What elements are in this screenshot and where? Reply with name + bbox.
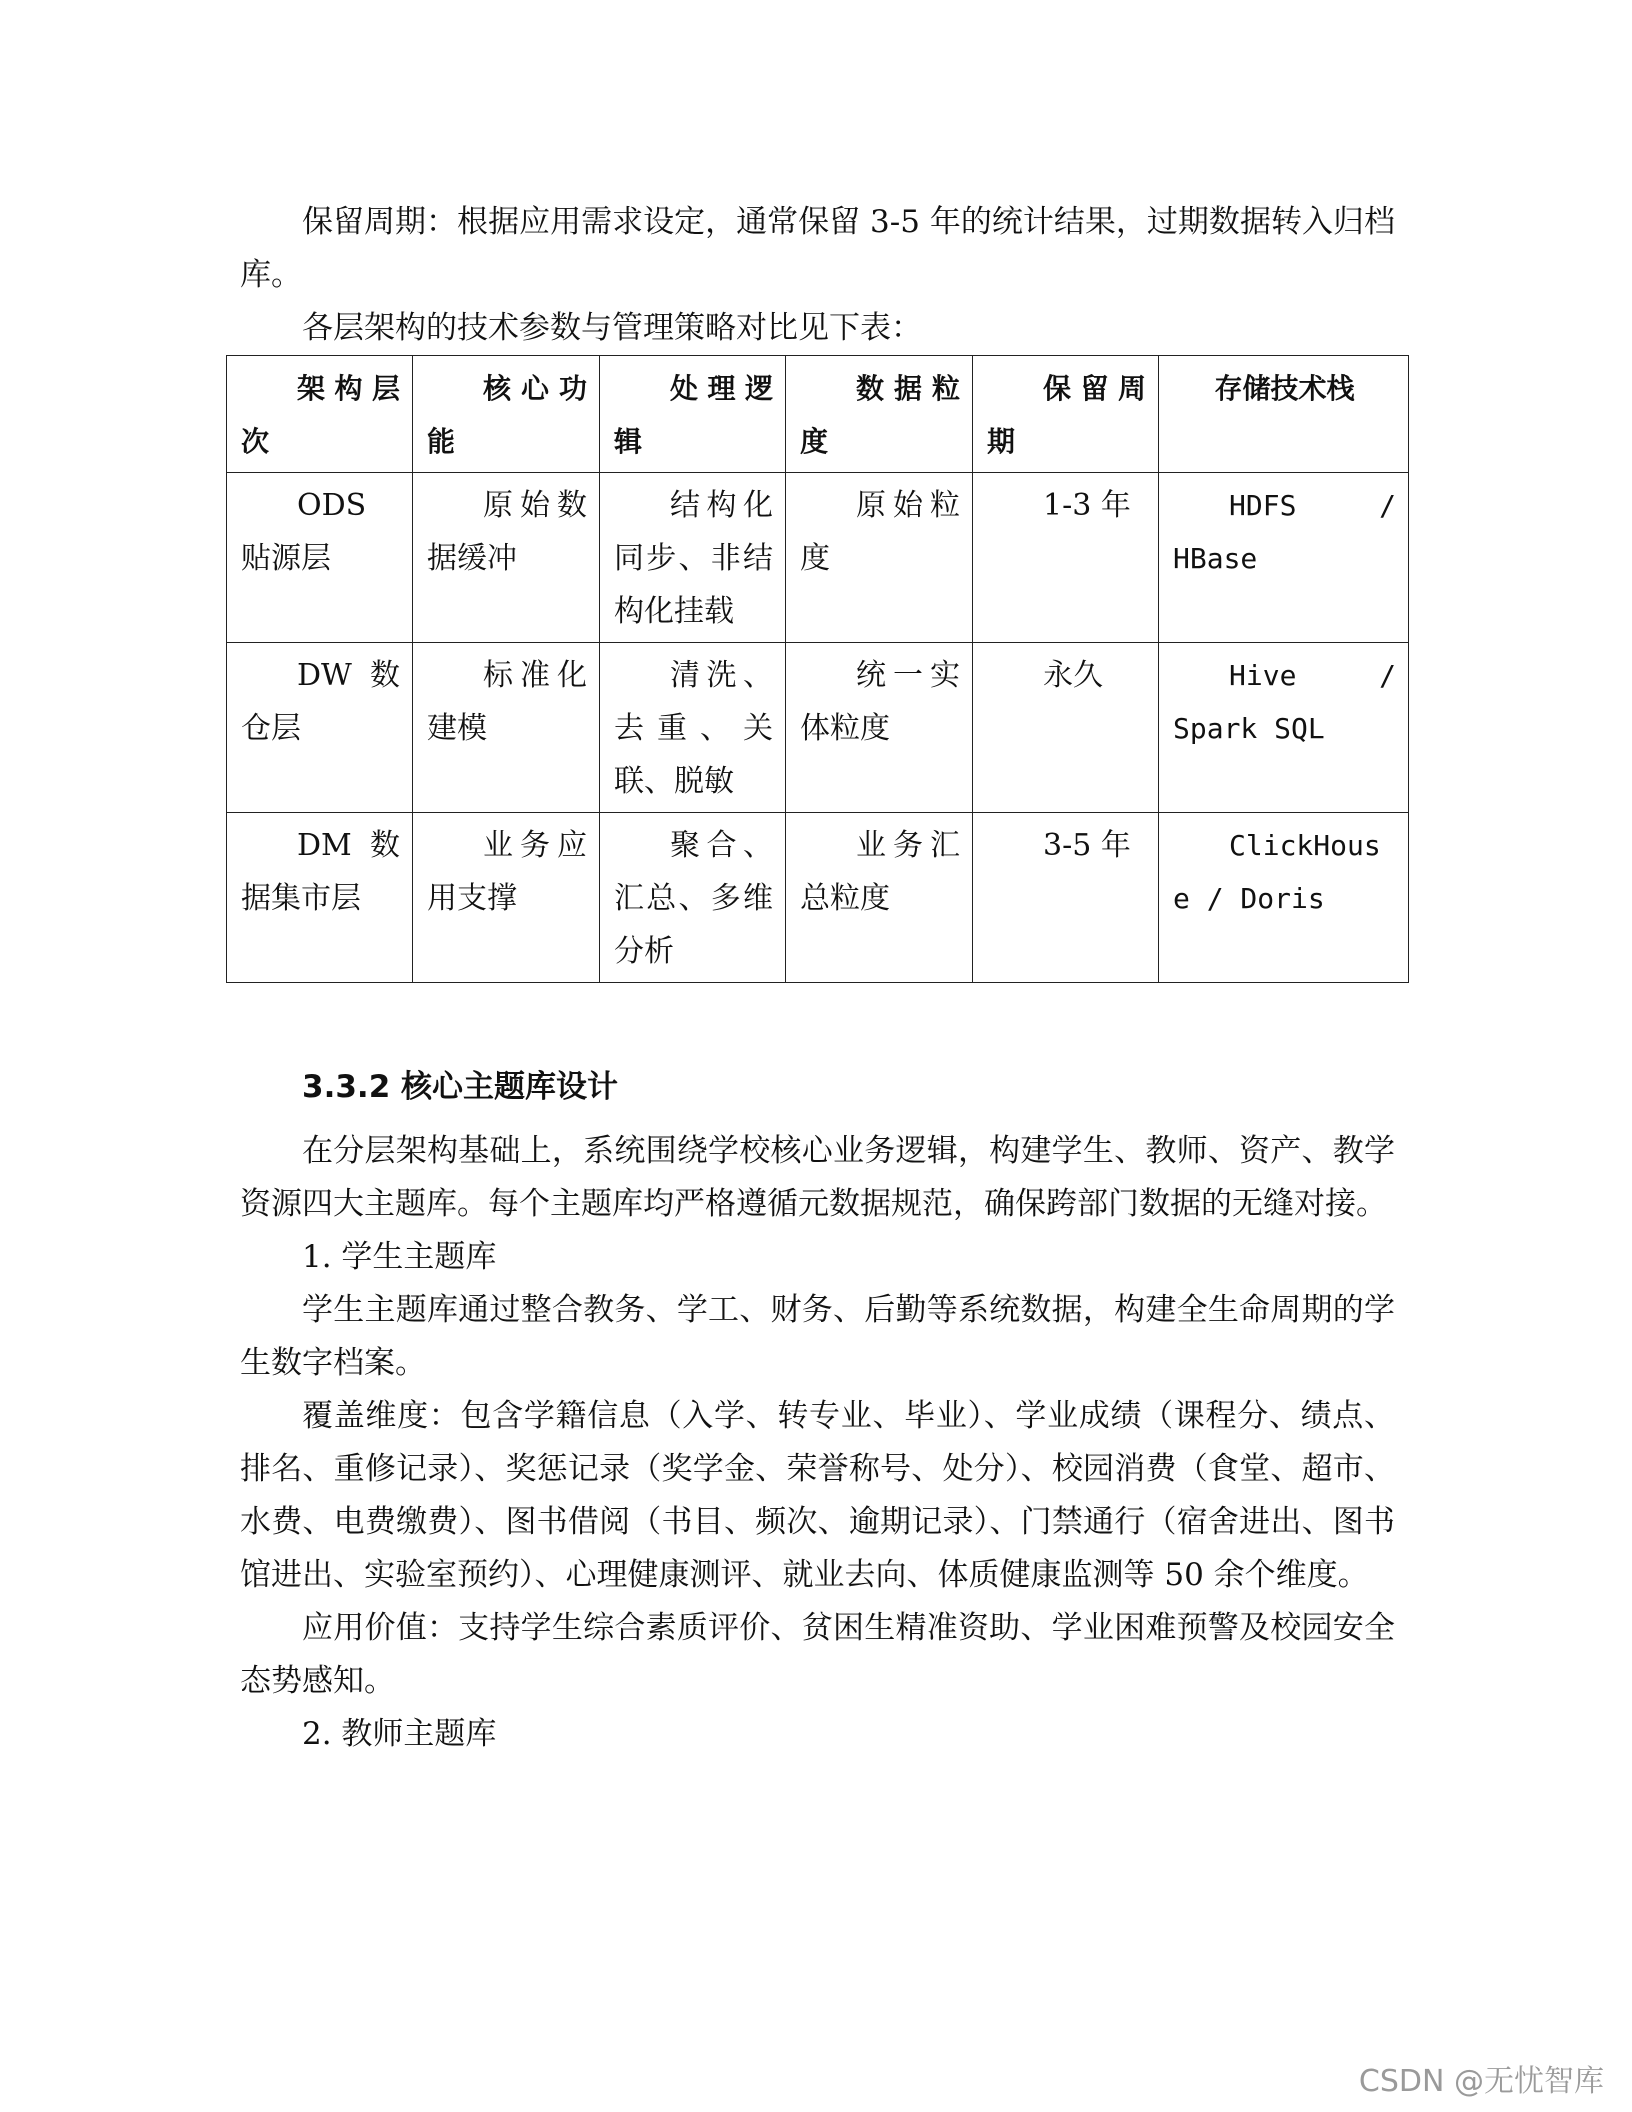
table-cell: Hive / Spark SQL: [1159, 643, 1409, 813]
table-header-cell: 存储技术栈: [1159, 356, 1409, 473]
table-cell: 永久: [973, 643, 1159, 813]
table-header-cell: 核心功能: [413, 356, 600, 473]
section-intro: 在分层架构基础上，系统围绕学校核心业务逻辑，构建学生、教师、资产、教学资源四大主题库。每个主题库均严格遵循元数据规范，确保跨部门数据的无缝对接。: [240, 1133, 1395, 1222]
table-header-cell: 数据粒度: [786, 356, 973, 473]
table-cell: 清洗、去重、关联、脱敏: [600, 643, 786, 813]
table-row: [227, 473, 1409, 643]
table-cell: 聚合、汇总、多维分析: [600, 813, 786, 983]
table-cell: 结构化同步、非结构化挂载: [600, 473, 786, 643]
table-cell: DM 数据集市层: [227, 813, 413, 983]
table-cell: 业务应用支撑: [413, 813, 600, 983]
table-row: [227, 643, 1409, 813]
table-cell: 原始粒度: [786, 473, 973, 643]
table-cell: 1-3 年: [973, 473, 1159, 643]
student-library-value: 应用价值：支持学生综合素质评价、贫困生精准资助、学业困难预警及校园安全态势感知。: [240, 1610, 1395, 1699]
retention-paragraph: 保留周期：根据应用需求设定，通常保留 3-5 年的统计结果，过期数据转入归档库。: [240, 204, 1395, 293]
document-page: [240, 196, 1395, 1761]
section-heading: 3.3.2 核心主题库设计: [302, 1069, 619, 1105]
list-item-title: 2. 教师主题库: [302, 1716, 497, 1752]
table-header-row: [227, 356, 1409, 473]
table-cell: 原始数据缓冲: [413, 473, 600, 643]
table-cell: ODS 贴源层: [227, 473, 413, 643]
table-caption: 各层架构的技术参数与管理策略对比见下表：: [302, 310, 922, 346]
student-library-coverage: 覆盖维度：包含学籍信息（入学、转专业、毕业）、学业成绩（课程分、绩点、排名、重修记录）、奖惩记录（奖学金、荣誉称号、处分）、校园消费（食堂、超市、水费、电费缴费）、图书借阅（书目、频次、逾期记录）、门禁通行（宿舍进出、图书馆进出、实验室预约）、心理健康测评、就业去向、体质健康监测等 50 余个维度。: [240, 1398, 1395, 1593]
table-cell: 业务汇总粒度: [786, 813, 973, 983]
watermark: CSDN @无忧智库: [1358, 2064, 1604, 2099]
table-cell: 标准化建模: [413, 643, 600, 813]
table-header-cell: 架构层次: [227, 356, 413, 473]
list-item-title: 1. 学生主题库: [302, 1239, 497, 1275]
table-cell: DW 数仓层: [227, 643, 413, 813]
table-cell: 3-5 年: [973, 813, 1159, 983]
table-header-cell: 处理逻辑: [600, 356, 786, 473]
table-cell: ClickHouse / Doris: [1159, 813, 1409, 983]
table-cell: 统一实体粒度: [786, 643, 973, 813]
table-row: [227, 813, 1409, 983]
architecture-comparison-table: [226, 355, 1409, 983]
table-cell: HDFS / HBase: [1159, 473, 1409, 643]
table-header-cell: 保留周期: [973, 356, 1159, 473]
student-library-description: 学生主题库通过整合教务、学工、财务、后勤等系统数据，构建全生命周期的学生数字档案。: [240, 1292, 1395, 1381]
